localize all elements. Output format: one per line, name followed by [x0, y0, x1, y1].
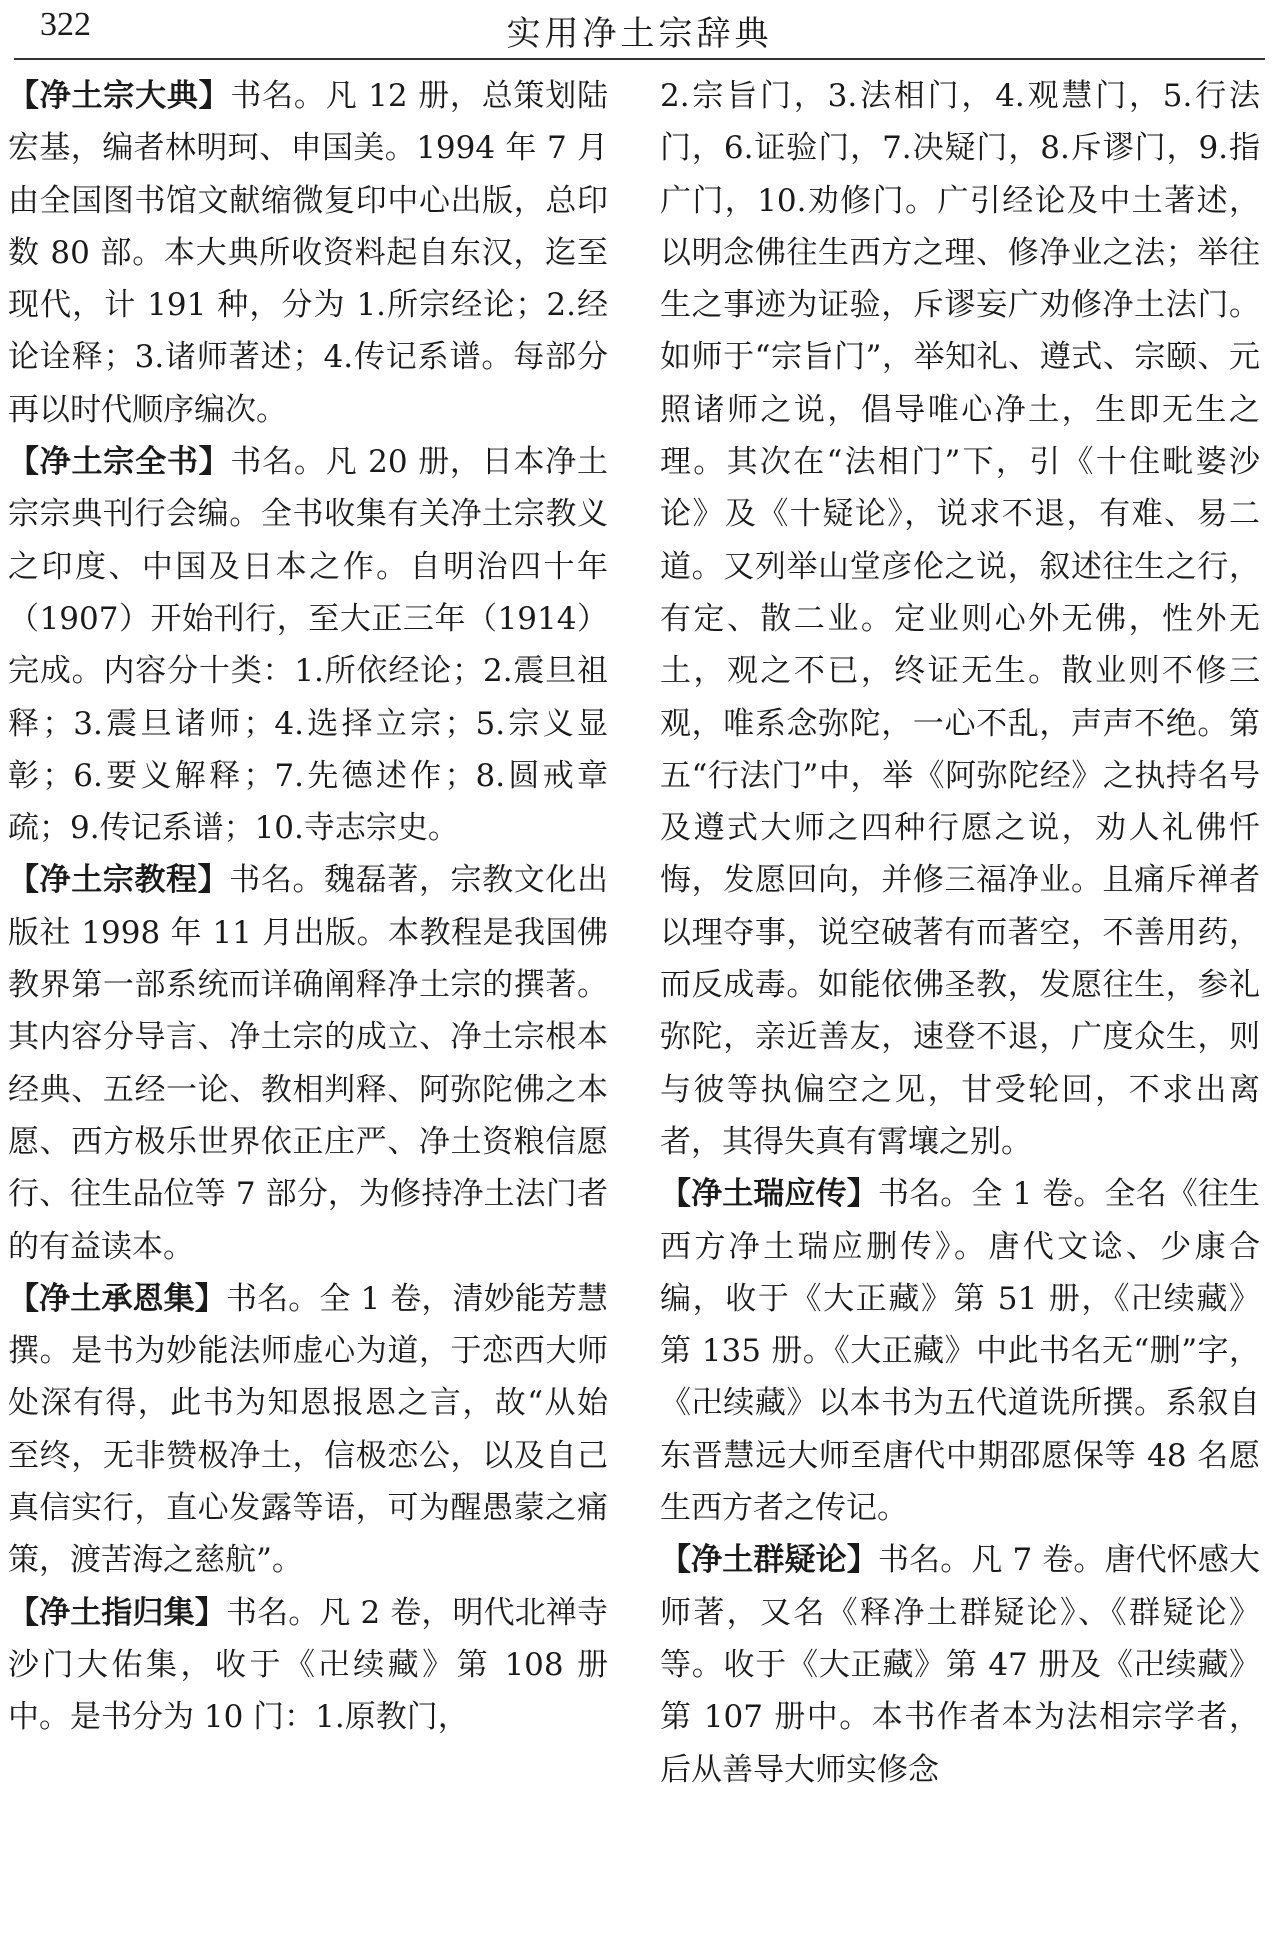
dictionary-entry	[660, 1534, 1260, 1795]
entry-text: 书名。凡 12 册，总策划陆宏基，编者林明珂、申国美。1994 年 7 月由全国图书馆文献缩微复印中心出版，总印数 80 部。本大典所收资料起自东汉，迄至现代，计 191 种，分为 1.所宗经论；2.经论诠释；3.诸师著述；4.传记系谱。每部分再以时代顺序编次。	[8, 78, 608, 428]
dictionary-entry	[8, 436, 608, 854]
dictionary-entry	[8, 854, 608, 1272]
header-rule	[14, 58, 1265, 60]
entry-text: 书名。魏磊著，宗教文化出版社 1998 年 11 月出版。本教程是我国佛教界第一部系统而详确阐释净土宗的撰著。其内容分导言、净土宗的成立、净土宗根本经典、五经一论、教相判释、阿弥陀佛之本愿、西方极乐世界依正庄严、净土资粮信愿行、往生品位等 7 部分，为修持净土法门者的有益读本。	[8, 862, 608, 1265]
entry-headword: 【净土群疑论】	[660, 1542, 878, 1579]
dictionary-entry	[8, 1587, 608, 1744]
entry-text: 书名。凡 20 册，日本净土宗宗典刊行会编。全书收集有关净土宗教义之印度、中国及日本之作。自明治四十年（1907）开始刊行，至大正三年（1914）完成。内容分十类：1.所依经论；2.震旦祖释；3.震旦诸师；4.选择立宗；5.宗义显彰；6.要义解释；7.先德述作；8.圆戒章疏；9.传记系谱；10.寺志宗史。	[8, 444, 608, 847]
entry-text: 书名。凡 2 卷，明代北禅寺沙门大佑集，收于《卍续藏》第 108 册中。是书分为 10 门：1.原教门，	[8, 1594, 608, 1736]
page-number: 322	[40, 6, 91, 43]
two-column-body	[0, 70, 1279, 1947]
entry-text: 书名。凡 7 卷。唐代怀感大师著，又名《释净土群疑论》、《群疑论》等。收于《大正藏》第 47 册及《卍续藏》第 107 册中。本书作者本为法相宗学者，后从善导大师实修念	[660, 1542, 1260, 1788]
dictionary-entry	[8, 1273, 608, 1587]
entry-text: 书名。全 1 卷，清妙能芳慧撰。是书为妙能法师虚心为道，于恋西大师处深有得，此书为知恩报恩之言，故“从始至终，无非赞极净土，信极恋公，以及自己真信实行，直心发露等语，可为醒愚蒙之痛策，渡苦海之慈航”。	[8, 1280, 608, 1579]
page-header	[0, 0, 1279, 62]
dictionary-entry	[8, 70, 608, 436]
entry-continuation: 2.宗旨门，3.法相门，4.观慧门，5.行法门，6.证验门，7.决疑门，8.斥谬门，9.指广门，10.劝修门。广引经论及中土著述，以明念佛往生西方之理、修净业之法；举往生之事迹为证验，斥谬妄广劝修净土法门。如师于“宗旨门”，举知礼、遵式、宗颐、元照诸师之说，倡导唯心净土，生即无生之理。其次在“法相门”下，引《十住毗婆沙论》及《十疑论》，说求不退，有难、易二道。又列举山堂彦伦之说，叙述往生之行，有定、散二业。定业则心外无佛，性外无土，观之不已，终证无生。散业则不修三观，唯系念弥陀，一心不乱，声声不绝。第五“行法门”中，举《阿弥陀经》之执持名号及遵式大师之四种行愿之说，劝人礼佛忏悔，发愿回向，并修三福净业。且痛斥禅者以理夺事，说空破著有而著空，不善用药，而反成毒。如能依佛圣教，发愿往生，参礼弥陀，亲近善友，速登不退，广度众生，则与彼等执偏空之见，甘受轮回，不求出离者，其得失真有霄壤之别。	[660, 78, 1260, 1160]
dictionary-entry	[660, 1168, 1260, 1534]
entry-text: 书名。全 1 卷。全名《往生西方净土瑞应删传》。唐代文谂、少康合编，收于《大正藏》第 51 册，《卍续藏》第 135 册。《大正藏》中此书名无“删”字，《卍续藏》以本书为五代道诜所撰。系叙自东晋慧远大师至唐代中期邵愿保等 48 名愿生西方者之传记。	[660, 1176, 1260, 1527]
entry-headword: 【净土指归集】	[8, 1594, 226, 1631]
running-title: 实用净土宗辞典	[506, 14, 773, 54]
entry-headword: 【净土瑞应传】	[660, 1176, 878, 1213]
entry-headword: 【净土承恩集】	[8, 1280, 226, 1317]
left-column	[8, 70, 608, 1744]
right-column	[660, 70, 1260, 1796]
entry-headword: 【净土宗大典】	[8, 78, 231, 114]
entry-headword: 【净土宗全书】	[8, 444, 231, 481]
entry-headword: 【净土宗教程】	[8, 862, 230, 899]
